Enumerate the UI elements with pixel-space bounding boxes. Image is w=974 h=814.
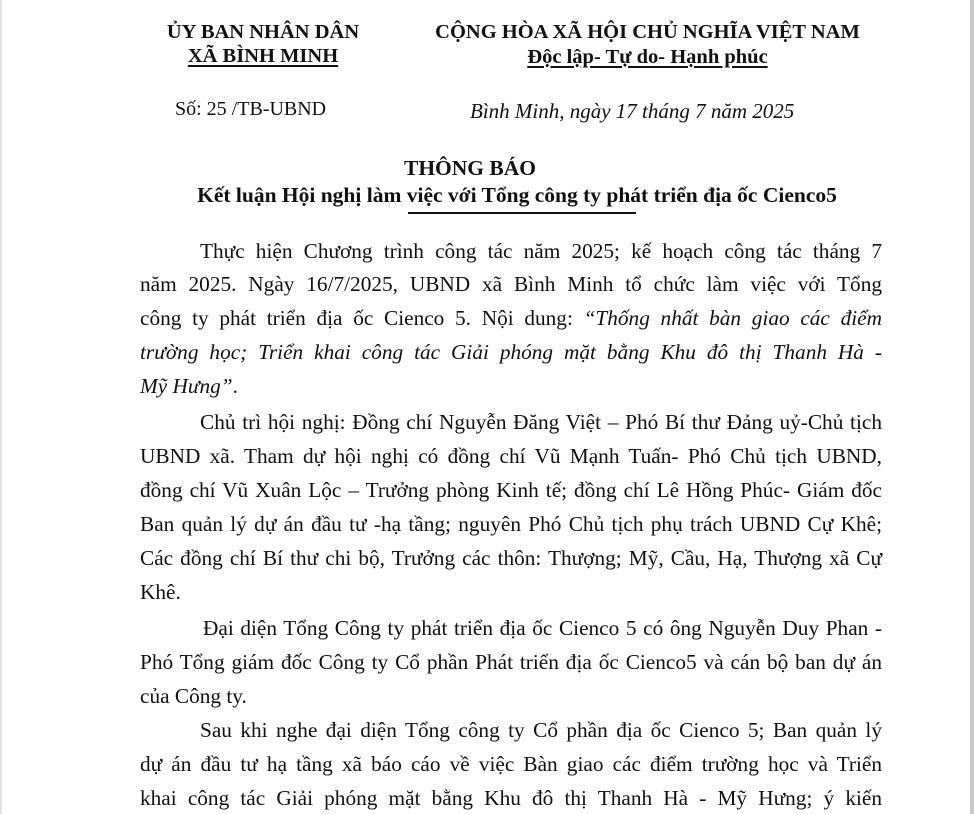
place-date: Bình Minh, ngày 17 tháng 7 năm 2025	[470, 99, 795, 123]
national-motto	[405, 45, 890, 69]
p1-line5-italic: Mỹ Hưng”	[140, 374, 233, 398]
document-title: THÔNG BÁO	[403, 156, 536, 180]
org-name-line1: ỦY BAN NHÂN DÂN	[166, 21, 360, 43]
p1-line3-text: công ty phát triển địa ốc Cienco 5. Nội dung:	[140, 306, 584, 330]
p1-line3-italic: “Thống nhất bàn giao các điểm	[583, 306, 882, 330]
page-right-edge	[970, 0, 974, 814]
p2-line1: Chủ trì hội nghị: Đồng chí Nguyễn Đăng Việt – Phó Bí thư Đảng uỷ-Chủ tịch	[200, 410, 882, 434]
p1-line1: Thực hiện Chương trình công tác năm 2025; kế hoạch công tác tháng 7	[200, 239, 882, 263]
document-number: Số: 25 /TB-UBND	[175, 98, 327, 120]
p4-line3: khai công tác Giải phóng mặt bằng Khu đô thị Thanh Hà - Mỹ Hưng; ý kiến	[140, 786, 882, 810]
p2-line5: Các đồng chí Bí thư chi bộ, Trưởng các thôn: Thượng; Mỹ, Cầu, Hạ, Thượng xã Cự	[140, 546, 882, 570]
p3-line2: Phó Tổng giám đốc Công ty Cổ phần Phát triển địa ốc Cienco5 và cán bộ ban dự án	[140, 650, 882, 674]
title-underline-rule	[408, 212, 636, 214]
p1-line5	[140, 373, 882, 399]
org-name-line2-text: XÃ BÌNH MINH	[187, 45, 339, 67]
p1-line2: năm 2025. Ngày 16/7/2025, UBND xã Bình Minh tổ chức làm việc với Tổng	[140, 272, 882, 296]
p4-line1: Sau khi nghe đại diện Tổng công ty Cổ phần địa ốc Cienco 5; Ban quản lý	[200, 718, 882, 742]
p1-line5-end: .	[232, 374, 238, 398]
p1-line3	[140, 305, 882, 331]
org-name-line2	[148, 44, 378, 68]
p2-line3: đồng chí Vũ Xuân Lộc – Trưởng phòng Kinh tế; đồng chí Lê Hồng Phúc- Giám đốc	[140, 478, 882, 502]
document-subtitle: Kết luận Hội nghị làm việc với Tổng công ty phát triển địa ốc Cienco5	[197, 183, 837, 207]
p2-line4: Ban quản lý dự án đầu tư -hạ tầng; nguyên Phó Chủ tịch phụ trách UBND Cự Khê;	[140, 512, 882, 536]
p3-line3: của Công ty.	[140, 684, 247, 708]
p1-line4: trường học; Triển khai công tác Giải phóng mặt bằng Khu đô thị Thanh Hà -	[140, 340, 882, 364]
national-title: CỘNG HÒA XÃ HỘI CHỦ NGHĨA VIỆT NAM	[435, 21, 860, 43]
p3-line1: Đại diện Tổng Công ty phát triển địa ốc Cienco 5 có ông Nguyễn Duy Phan -	[203, 616, 882, 640]
page-left-edge	[0, 0, 2, 814]
p2-line6: Khê.	[140, 580, 181, 604]
national-motto-text: Độc lập- Tự do- Hạnh phúc	[527, 46, 768, 68]
p2-line2: UBND xã. Tham dự hội nghị có đồng chí Vũ Mạnh Tuấn- Phó Chủ tịch UBND,	[140, 444, 882, 468]
p4-line2: dự án đầu tư hạ tầng xã báo cáo về việc Bàn giao các điểm trường học và Triển	[140, 752, 882, 776]
